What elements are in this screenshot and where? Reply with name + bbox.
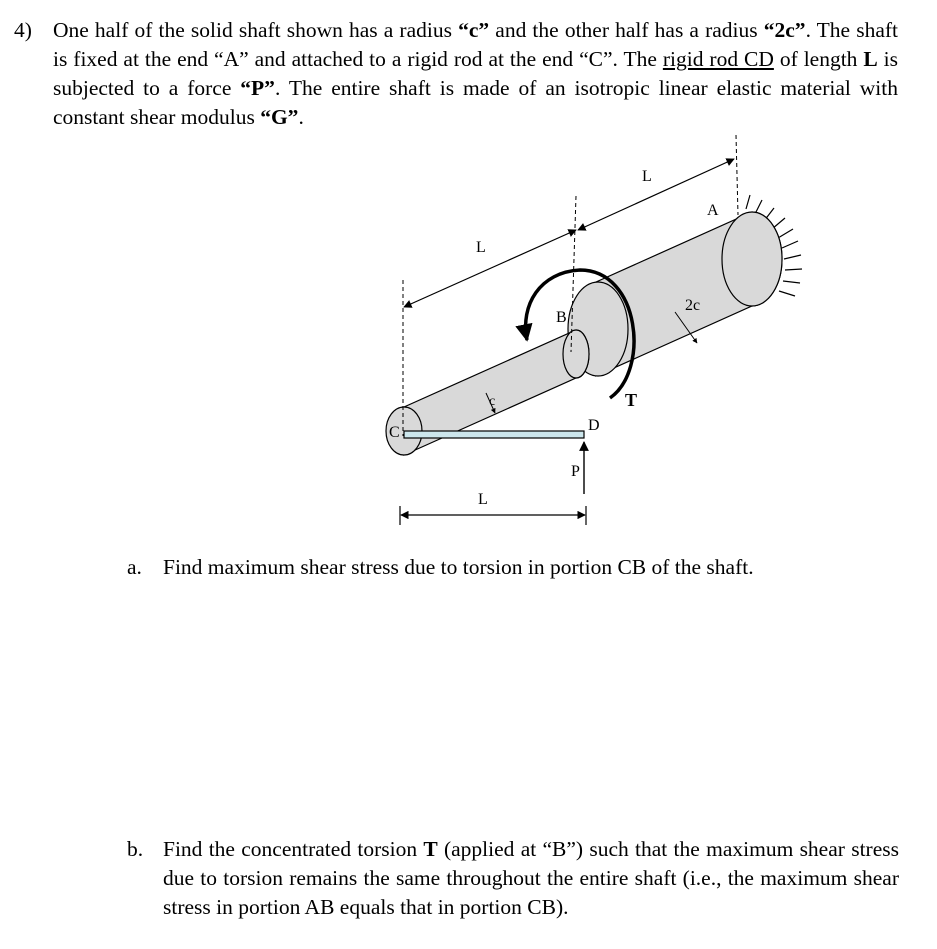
label-P: P [571, 463, 580, 480]
label-L-mid: L [476, 239, 486, 256]
label-T: T [625, 390, 638, 410]
label-2c: 2c [685, 297, 701, 314]
label-L-bottom: L [478, 491, 488, 508]
label-B: B [556, 309, 567, 326]
label-L-top: L [642, 168, 652, 185]
rigid-rod-underlined: rigid rod CD [662, 47, 774, 71]
question-b-label: b. [127, 837, 144, 861]
question-b-text: Find the concentrated torsion T (applied at “B”) such that the maximum shear stress due to torsion remains the same throughout the entire shaft (i.e., the maximum shear stress in portion AB equals that in portion CB). [163, 837, 899, 919]
dimension-bottom [400, 506, 586, 525]
question-a [127, 553, 907, 582]
dimension-BA [578, 159, 734, 230]
shaft-large-AB [568, 212, 782, 376]
problem-number: 4) [14, 18, 32, 42]
label-A: A [707, 202, 719, 219]
label-C: C [389, 424, 400, 441]
problem-text: One half of the solid shaft shown has a radius “c” and the other half has a radius “2c”. The shaft is fixed at the end “A” and attached to a rigid rod at the end “C”. The rigid rod CD of length L is subjected to a force “P”. The entire shaft is made of an isotropic linear elastic material with constant shear modulus “G”. [53, 18, 899, 129]
question-a-text: Find maximum shear stress due to torsion in portion CB of the shaft. [163, 555, 754, 579]
question-a-label: a. [127, 555, 142, 579]
rigid-rod-CD [404, 431, 584, 438]
label-c: c [489, 394, 496, 409]
dimension-CB [404, 230, 576, 307]
question-b [127, 835, 899, 922]
label-D: D [588, 417, 600, 434]
